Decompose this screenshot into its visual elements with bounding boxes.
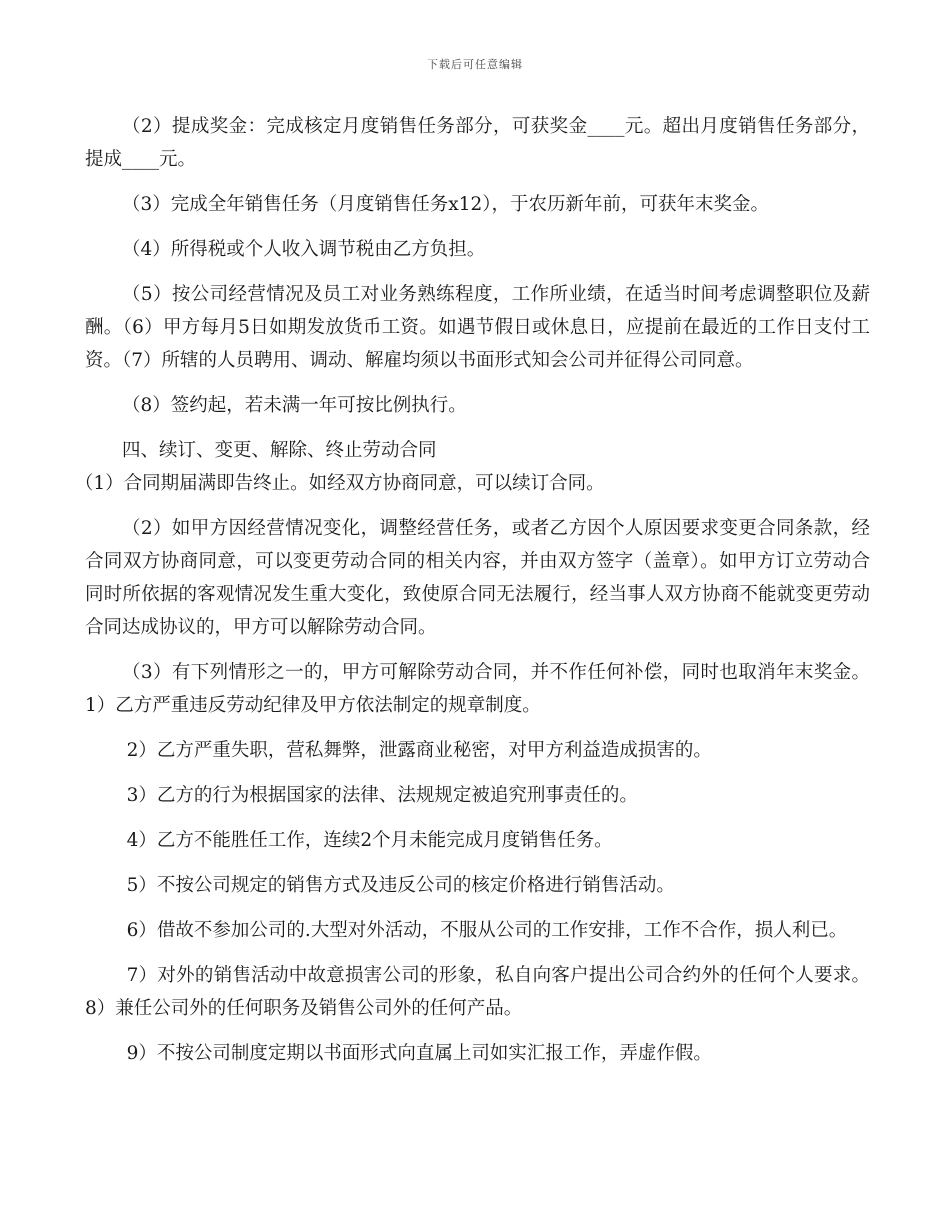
paragraph-contract-expiry: （1）合同期届满即告终止。如经双方协商同意，可以续订合同。 bbox=[74, 473, 605, 494]
document-body bbox=[74, 110, 870, 1082]
page-header: 下载后可任意编辑 bbox=[427, 58, 523, 71]
list-item-false-reporting: 9）不按公司制度定期以书面形式向直属上司如实汇报工作，弄虚作假。 bbox=[126, 1043, 712, 1064]
paragraph-annual-bonus: （3）完成全年销售任务（月度销售任务x12），于农历新年前，可获年末奖金。 bbox=[122, 194, 769, 215]
list-item-negligence: 2）乙方严重失职，营私舞弊，泄露商业秘密，对甲方利益造成损害的。 bbox=[126, 740, 712, 761]
paragraph-termination-conditions: （3）有下列情形之一的，甲方可解除劳动合同，并不作任何补偿，同时也取消年末奖金。1）乙方严重违反劳动纪律及甲方依法制定的规章制度。 bbox=[85, 662, 870, 716]
paragraph-income-tax: （4）所得税或个人收入调节税由乙方负担。 bbox=[122, 239, 486, 260]
paragraph-contract-change: （2）如甲方因经营情况变化，调整经营任务，或者乙方因个人原因要求变更合同条款，经合同双方协商同意，可以变更劳动合同的相关内容，并由双方签字（盖章）。如甲方订立劳动合同时所依据的客观情况发生重大变化，致使原合同无法履行，经当事人双方协商不能就变更劳动合同达成协议的，甲方可以解除劳动合同。 bbox=[85, 518, 870, 638]
list-item-pricing-violation: 5）不按公司规定的销售方式及违反公司的核定价格进行销售活动。 bbox=[126, 875, 675, 896]
list-item-incompetence: 4）乙方不能胜任工作，连续2个月未能完成月度销售任务。 bbox=[126, 830, 613, 851]
paragraph-pro-rata: （8）签约起，若未满一年可按比例执行。 bbox=[122, 395, 467, 416]
list-item-criminal-liability: 3）乙方的行为根据国家的法律、法规规定被追究刑事责任的。 bbox=[126, 785, 638, 806]
list-item-image-damage: 7）对外的销售活动中故意损害公司的形象，私自向客户提出公司合约外的任何个人要求。8）兼任公司外的任何职务及销售公司外的任何产品。 bbox=[85, 965, 870, 1019]
paragraph-commission-bonus: （2）提成奖金：完成核定月度销售任务部分，可获奖金____元。超出月度销售任务部分，提成____元。 bbox=[85, 116, 870, 170]
list-item-noncooperation: 6）借故不参加公司的.大型对外活动，不服从公司的工作安排，工作不合作，损人利已。 bbox=[126, 920, 848, 941]
paragraph-salary-adjustment: （5）按公司经营情况及员工对业务熟练程度，工作所业绩，在适当时间考虑调整职位及薪酬。（6）甲方每月5日如期发放货币工资。如遇节假日或休息日，应提前在最近的工作日支付工资。（7）所辖的人员聘用、调动、解雇均须以书面形式知会公司并征得公司同意。 bbox=[85, 284, 870, 371]
section-heading-renewal: 四、续订、变更、解除、终止劳动合同 bbox=[122, 440, 437, 461]
